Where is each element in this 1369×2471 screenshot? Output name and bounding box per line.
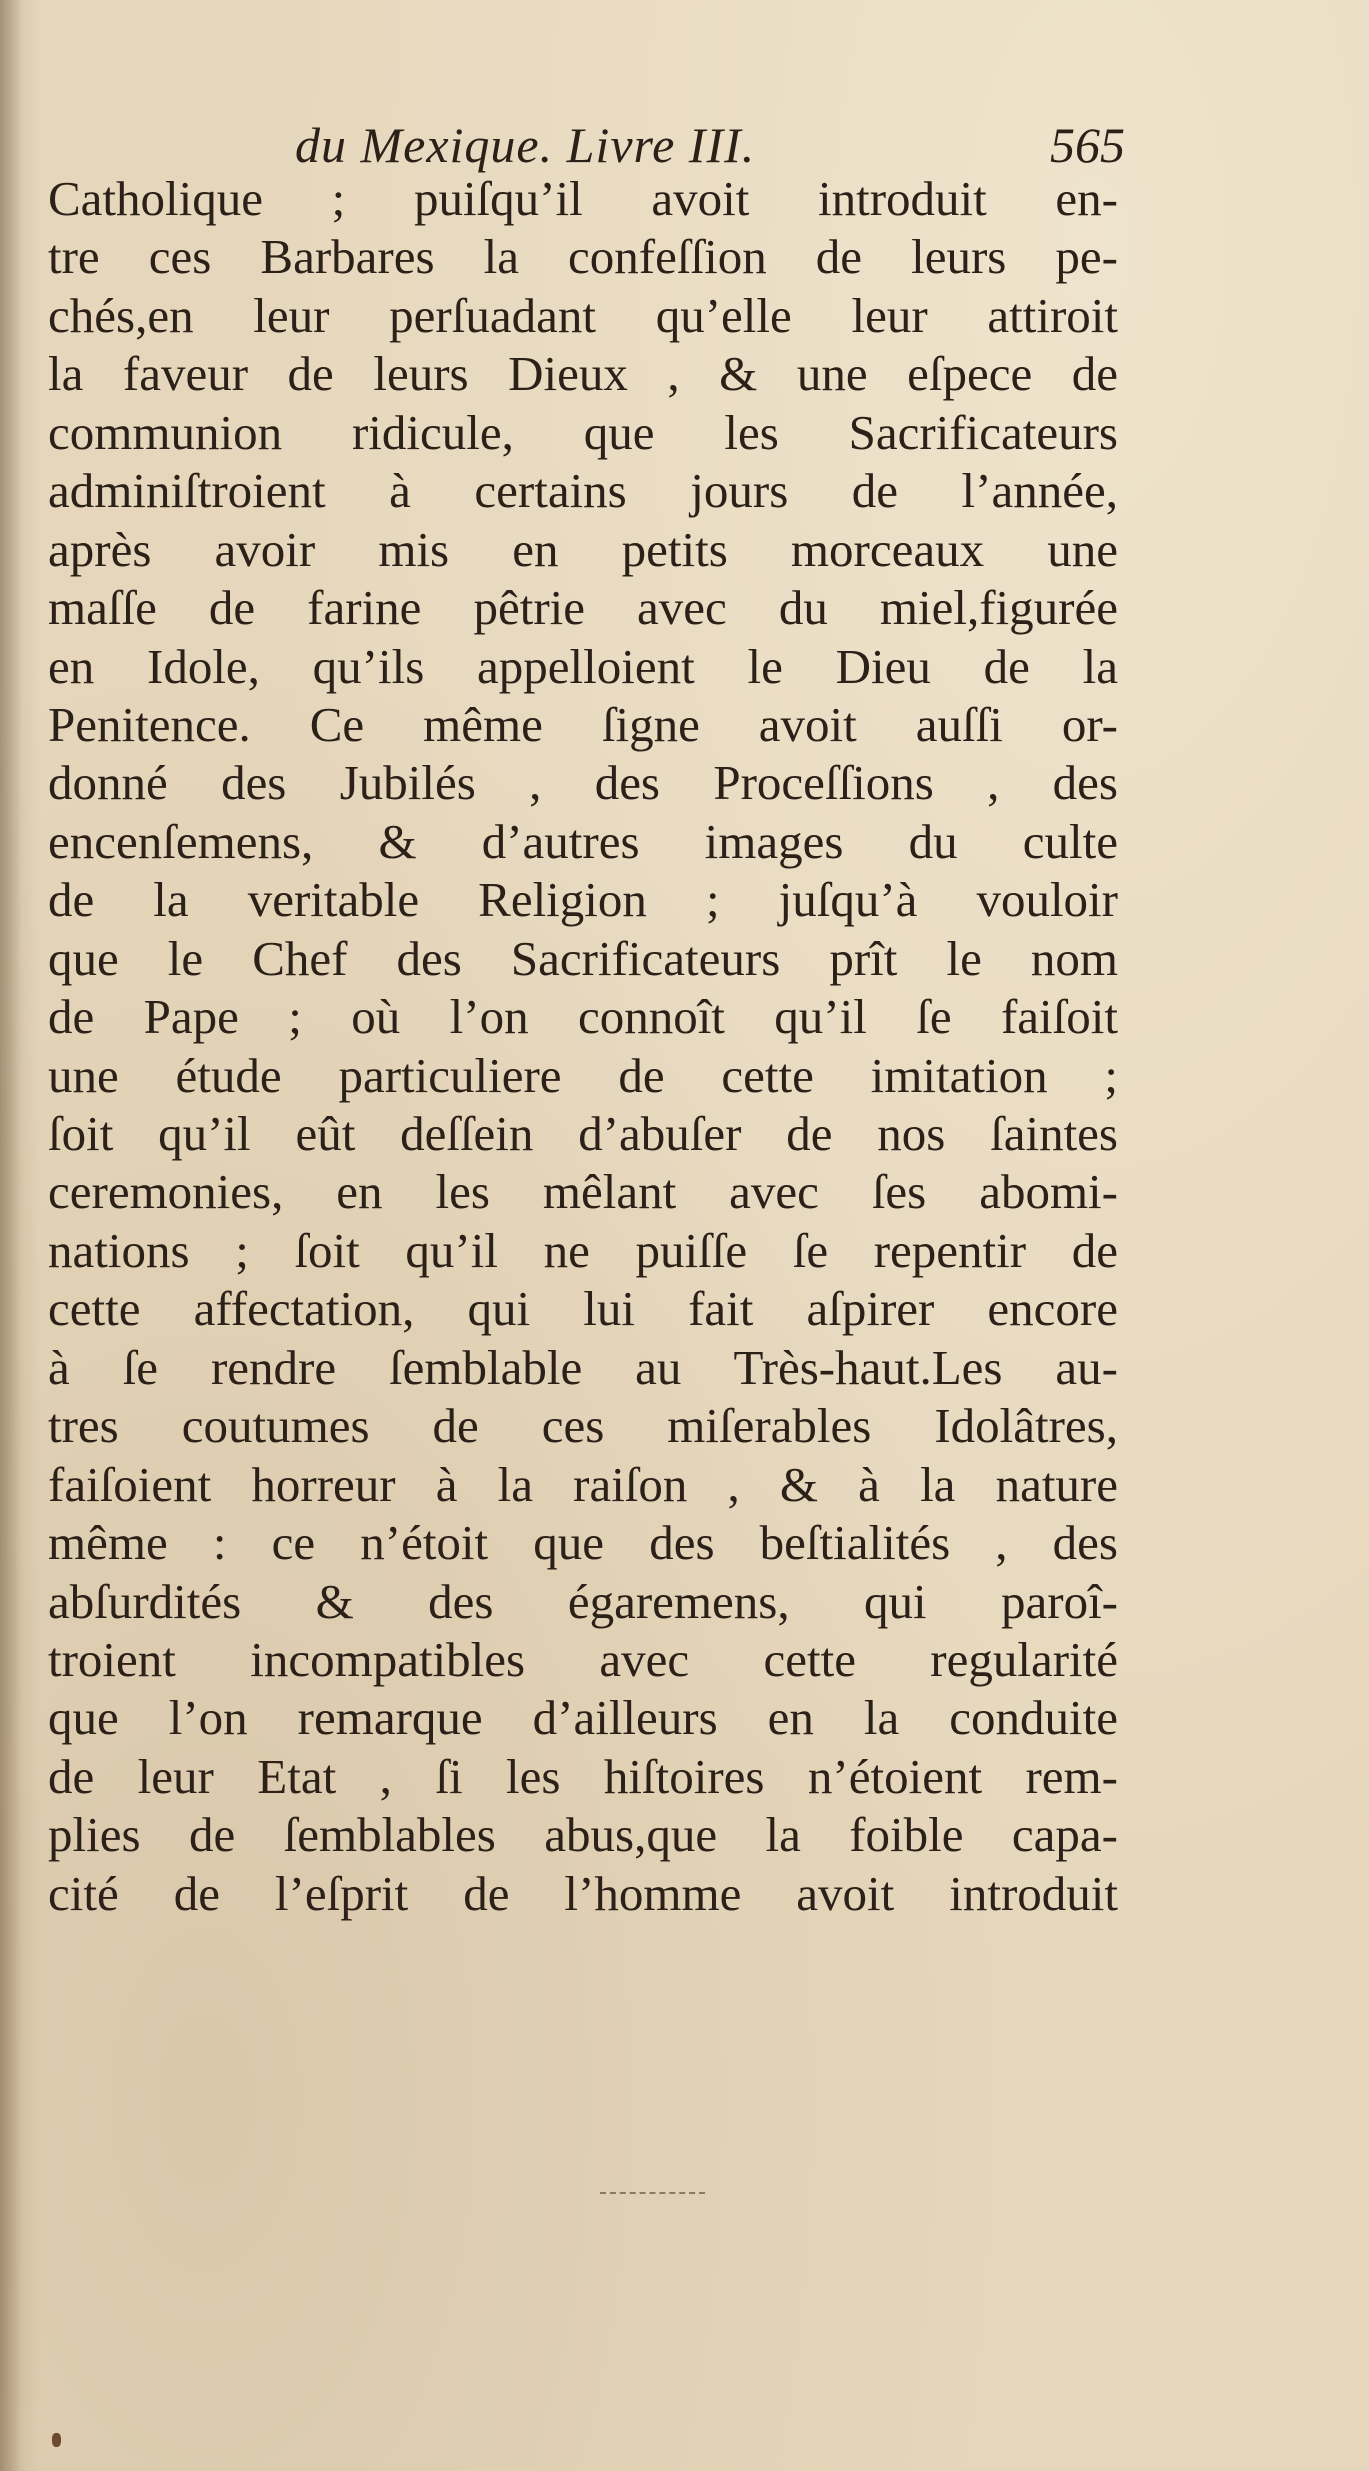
text-line: cité de l’eſprit de l’homme avoit introduit xyxy=(48,1865,1118,1921)
text-line: de Pape ; où l’on connoît qu’il ſe faiſoit xyxy=(48,989,1118,1045)
text-line: plies de ſemblables abus,que la foible capa- xyxy=(48,1807,1118,1863)
text-line: chés,en leur perſuadant qu’elle leur attiroit xyxy=(48,287,1118,343)
ink-spot xyxy=(52,2433,61,2447)
text-line: donné des Jubilés , des Proceſſions , des xyxy=(48,755,1118,811)
text-line: même : ce n’étoit que des beſtialités , des xyxy=(48,1515,1118,1571)
text-line: tre ces Barbares la confeſſion de leurs pe- xyxy=(48,229,1118,285)
text-line: adminiſtroient à certains jours de l’année, xyxy=(48,463,1118,519)
text-line: en Idole, qu’ils appelloient le Dieu de la xyxy=(48,638,1118,694)
text-line: encenſemens, & d’autres images du culte xyxy=(48,813,1118,869)
text-line: faiſoient horreur à la raiſon , & à la nature xyxy=(48,1456,1118,1512)
running-head-title: du Mexique. Livre III. xyxy=(295,117,756,173)
text-line: maſſe de farine pêtrie avec du miel,figurée xyxy=(48,580,1118,636)
running-head xyxy=(295,115,1125,175)
text-line: que l’on remarque d’ailleurs en la conduite xyxy=(48,1690,1118,1746)
text-line: une étude particuliere de cette imitation ; xyxy=(48,1047,1118,1103)
text-line: abſurdités & des égaremens, qui paroî- xyxy=(48,1573,1118,1629)
body-text xyxy=(48,170,1118,1923)
text-line: cette affectation, qui lui fait aſpirer encore xyxy=(48,1281,1118,1337)
text-line: tres coutumes de ces miſerables Idolâtres, xyxy=(48,1398,1118,1454)
text-line: Penitence. Ce même ſigne avoit auſſi or- xyxy=(48,696,1118,752)
text-line: troient incompatibles avec cette regularité xyxy=(48,1631,1118,1687)
text-line: de la veritable Religion ; juſqu’à vouloir xyxy=(48,872,1118,928)
footer-rule xyxy=(600,2192,705,2194)
text-line: que le Chef des Sacrificateurs prît le nom xyxy=(48,930,1118,986)
text-line: après avoir mis en petits morceaux une xyxy=(48,521,1118,577)
text-line: Catholique ; puiſqu’il avoit introduit en- xyxy=(48,171,1118,226)
text-line: à ſe rendre ſemblable au Très-haut.Les au- xyxy=(48,1339,1118,1395)
text-line: nations ; ſoit qu’il ne puiſſe ſe repentir de xyxy=(48,1222,1118,1278)
text-line: la faveur de leurs Dieux , & une eſpece de xyxy=(48,346,1118,402)
text-line: ſoit qu’il eût deſſein d’abuſer de nos ſaintes xyxy=(48,1106,1118,1161)
gutter-shadow xyxy=(0,0,22,2471)
text-line: communion ridicule, que les Sacrificateurs xyxy=(48,404,1118,460)
text-line: ceremonies, en les mêlant avec ſes abomi- xyxy=(48,1164,1118,1220)
text-line: de leur Etat , ſi les hiſtoires n’étoient rem- xyxy=(48,1748,1118,1804)
page-number: 565 xyxy=(1050,117,1125,173)
